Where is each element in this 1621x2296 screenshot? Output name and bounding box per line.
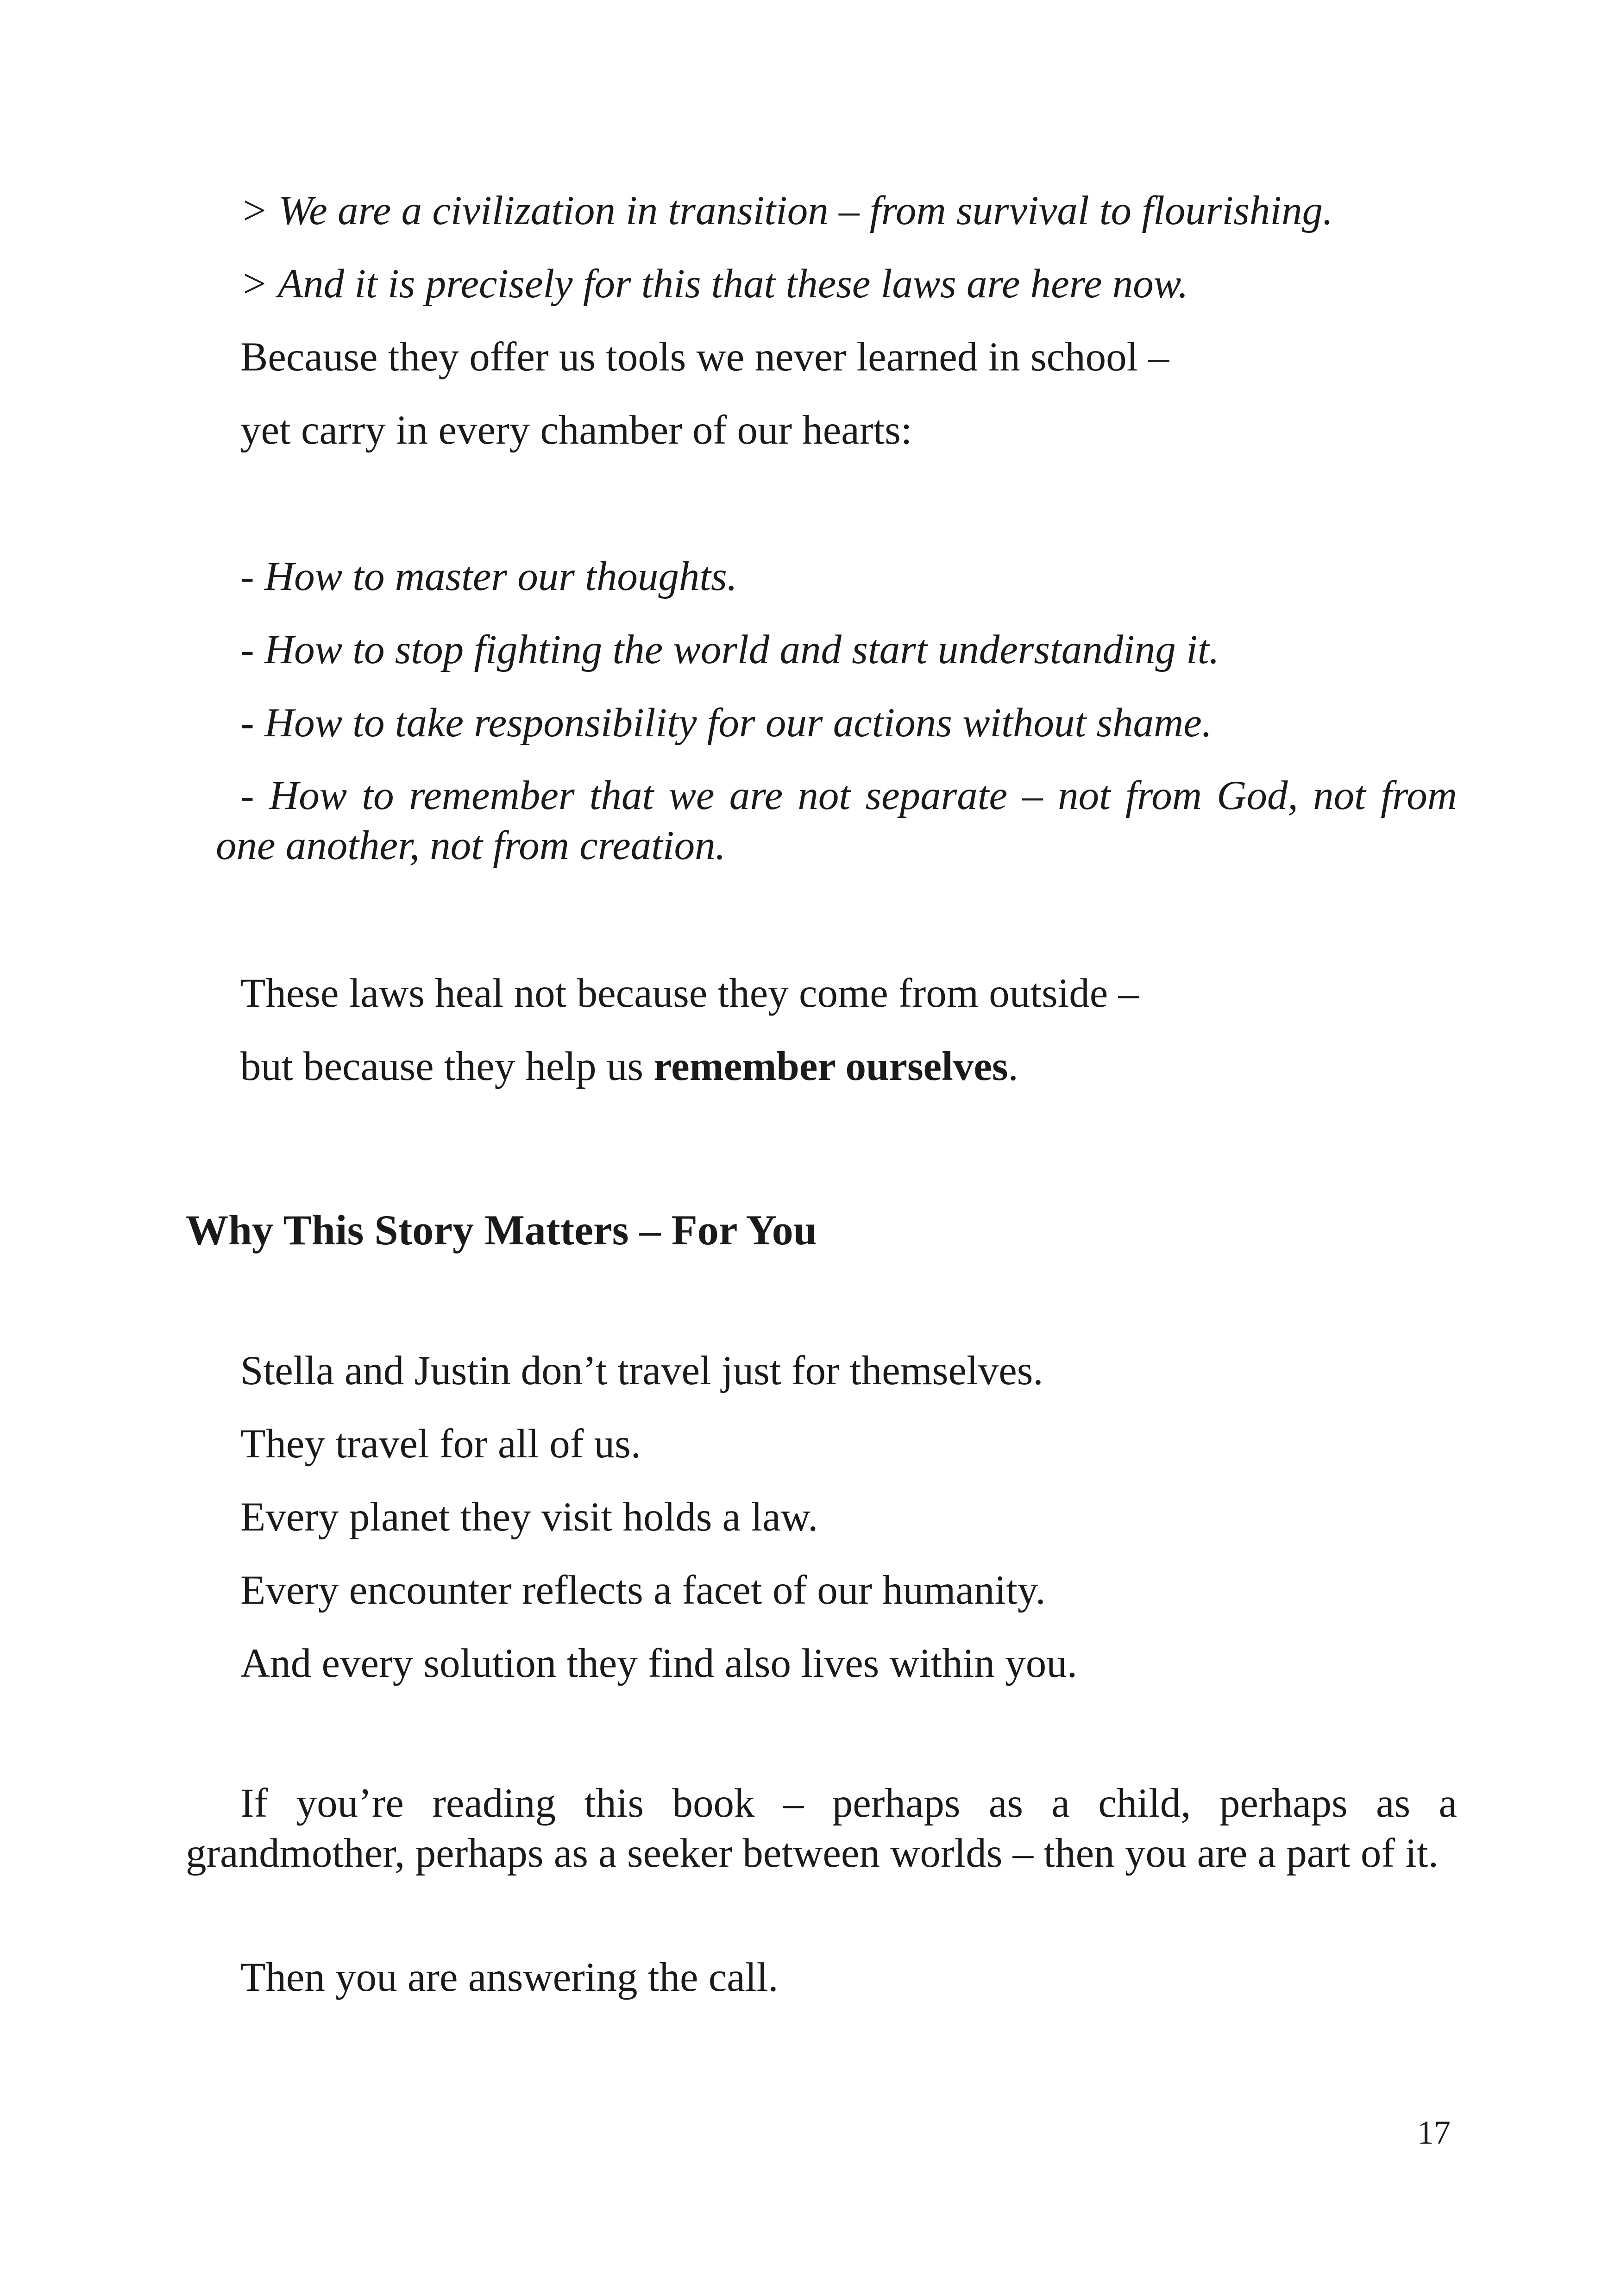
- body-line: yet carry in every chamber of our hearts:: [240, 408, 912, 453]
- quote-line-1: > We are a civilization in transition – from survival to flourishing.: [240, 188, 1333, 233]
- body-line: Every planet they visit holds a law.: [240, 1494, 818, 1540]
- section-heading: Why This Story Matters – For You: [186, 1206, 817, 1254]
- list-item: - How to stop fighting the world and start understanding it.: [240, 627, 1219, 672]
- quote-line-2: > And it is precisely for this that these laws are here now.: [240, 261, 1188, 307]
- bold-phrase: remember ourselves: [653, 1044, 1008, 1089]
- body-line: These laws heal not because they come from outside –: [240, 971, 1139, 1016]
- text-span: .: [1008, 1044, 1018, 1089]
- body-line: Every encounter reflects a facet of our humanity.: [240, 1568, 1046, 1613]
- body-line-emphasis: [240, 1041, 1018, 1092]
- page-number: 17: [1417, 2114, 1451, 2151]
- list-item: - How to master our thoughts.: [240, 554, 737, 599]
- body-line: They travel for all of us.: [240, 1421, 641, 1467]
- body-paragraph: If you’re reading this book – perhaps as a child, perhaps as a grandmother, perhaps as a seeker between worlds – then you are a part of it.: [186, 1781, 1457, 1876]
- body-line: Stella and Justin don’t travel just for themselves.: [240, 1348, 1043, 1393]
- body-line: Because they offer us tools we never learned in school –: [240, 334, 1169, 380]
- text-span: but because they help us: [240, 1044, 654, 1089]
- list-item: - How to take responsibility for our actions without shame.: [240, 700, 1213, 746]
- body-line: And every solution they find also lives within you.: [240, 1641, 1077, 1686]
- list-item: - How to remember that we are not separate – not from God, not from one another, not from creation.: [216, 773, 1457, 868]
- body-line: Then you are answering the call.: [240, 1955, 779, 2000]
